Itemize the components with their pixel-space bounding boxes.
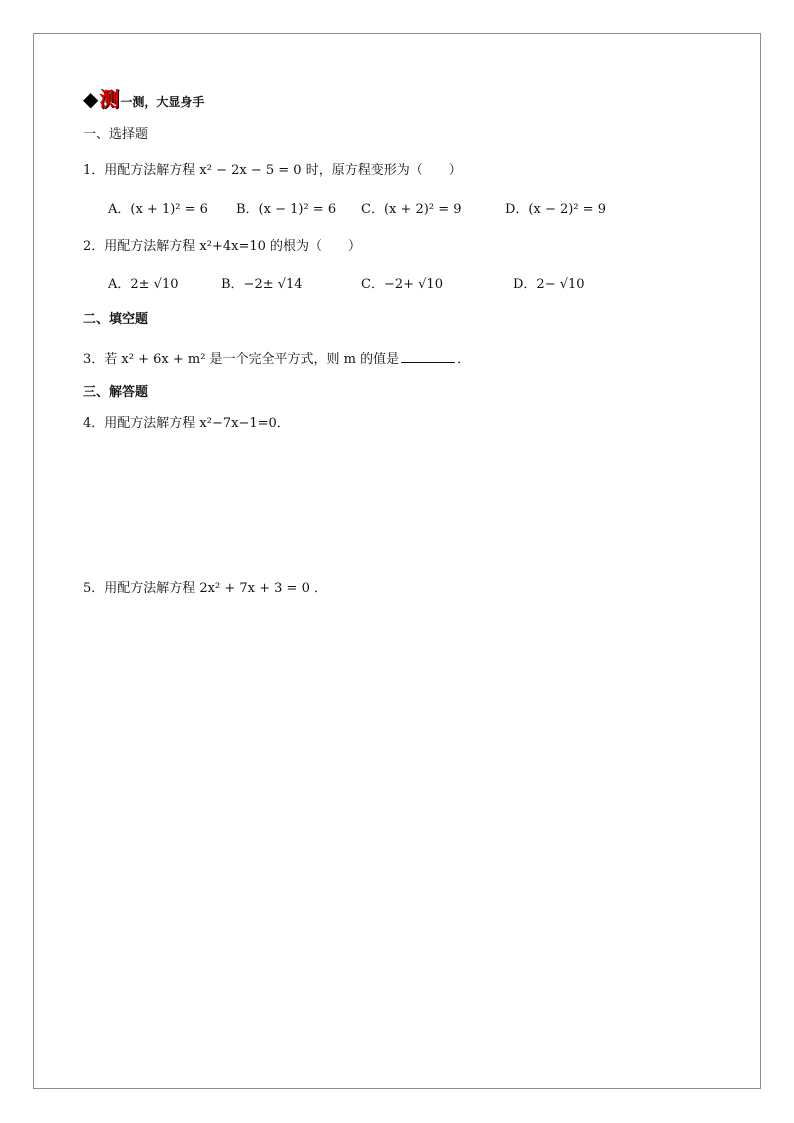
header-tail: 一测，大显身手 [120,95,205,109]
q2-option-c: C．−2+ √10 [361,277,443,292]
diamond-icon: ◆ [83,87,99,111]
q1-option-c: C．(x + 2)² = 9 [361,202,462,217]
q2-option-b: B．−2± √14 [221,277,303,292]
header-big-char: 测 [99,87,120,111]
question-2: 2．用配方法解方程 x²+4x=10 的根为（ ） [83,239,362,254]
question-3-suffix: ． [457,352,471,367]
q1-option-b: B．(x − 1)² = 6 [236,202,337,217]
question-1: 1．用配方法解方程 x² − 2x − 5 = 0 时，原方程变形为（ ） [83,163,462,178]
question-5: 5．用配方法解方程 2x² + 7x + 3 = 0 ． [83,581,327,596]
page-border [33,33,761,1089]
question-3-prefix: 3．若 x² + 6x + m² 是一个完全平方式，则 m 的值是 [83,352,400,367]
section-answer: 三、解答题 [83,385,149,400]
section-fill: 二、填空题 [83,312,149,327]
section-header [83,86,204,110]
q1-option-a: A．(x + 1)² = 6 [108,202,208,217]
q2-option-d: D．2− √10 [513,277,585,292]
q2-option-a: A．2± √10 [108,277,179,292]
section-choice: 一、选择题 [83,127,149,142]
question-4: 4．用配方法解方程 x²−7x−1=0． [83,416,290,431]
answer-blank [401,350,455,363]
q1-option-d: D．(x − 2)² = 9 [505,202,606,217]
question-3 [83,350,470,369]
